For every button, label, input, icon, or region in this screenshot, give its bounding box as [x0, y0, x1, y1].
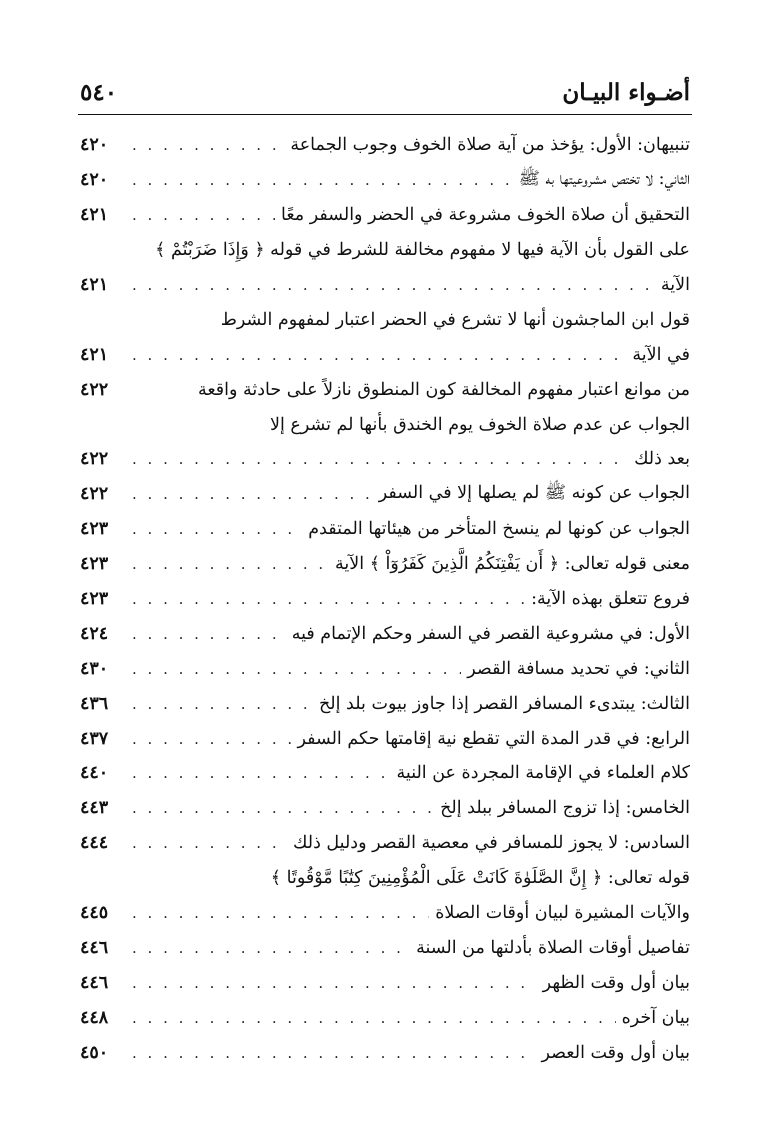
- toc-entry: [80, 1000, 690, 1035]
- toc-entry-title: الخامس: إذا تزوج المسافر ببلد إلخ: [440, 798, 690, 819]
- toc-entry: [80, 198, 690, 233]
- toc-entry-title: الثالث: يبتدىء المسافر القصر إذا جاوز بيوت بلد إلخ: [319, 693, 690, 714]
- toc-entry-title: بيان أول وقت العصر: [541, 1042, 690, 1063]
- toc-entry: [80, 512, 690, 547]
- toc-entry-title: تنبيهان: الأول: يؤخذ من آية صلاة الخوف وجوب الجماعة: [290, 135, 690, 156]
- toc-entry: [80, 163, 690, 198]
- toc-entry-title: الآية: [660, 275, 690, 295]
- toc-entry-page: ٤٣٧: [80, 728, 109, 749]
- toc-entry: [80, 826, 690, 861]
- toc-entry-page: ٤٤٦: [80, 937, 109, 958]
- toc-entry: [80, 930, 690, 965]
- toc-entry: [80, 1035, 690, 1070]
- leader-dots: [132, 730, 291, 748]
- toc-entry: [80, 477, 690, 512]
- toc-entry: [80, 407, 690, 442]
- toc-entry-page: ٤٤٨: [80, 1007, 109, 1028]
- leader-dots: [132, 485, 373, 503]
- toc-entry-title: تفاصيل أوقات الصلاة بأدلتها من السنة: [416, 937, 690, 958]
- toc-entry-title: في الآية: [632, 344, 690, 365]
- leader-dots: [132, 939, 410, 957]
- leader-dots: [132, 590, 525, 608]
- toc-entry-title: قول ابن الماجشون أنها لا تشرع في الحضر اعتبار لمفهوم الشرط: [220, 309, 690, 330]
- toc-entry-page: ٤٢٤: [80, 623, 109, 644]
- toc-entry-page: ٤٢١: [80, 275, 109, 295]
- leader-dots: [132, 764, 391, 782]
- toc-entry: [80, 651, 690, 686]
- toc-entry: [80, 337, 690, 372]
- toc-entry-page: ٤٢٣: [80, 554, 109, 575]
- toc-entry-title: بيان أول وقت الظهر: [542, 972, 690, 993]
- table-of-contents: [80, 128, 690, 1070]
- toc-entry: [80, 233, 690, 268]
- toc-entry-title: الجواب عن عدم صلاة الخوف يوم الخندق بأنها لم تشرع إلا: [269, 414, 690, 435]
- leader-dots: [132, 171, 513, 189]
- toc-entry-title: معنى قوله تعالى: ﴿ أَن يَفْتِنَكُمُ الَّذِينَ كَفَرُوٓاْ ﴾ الآية: [335, 554, 690, 575]
- leader-dots: [132, 346, 626, 364]
- toc-entry-page: ٤٢٣: [80, 589, 109, 610]
- toc-entry-title: الرابع: في قدر المدة التي تقطع نية إقامتها حكم السفر: [297, 728, 690, 749]
- toc-entry-title: الأول: في مشروعية القصر في السفر وحكم الإتمام فيه: [291, 623, 690, 644]
- toc-entry-page: ٤٤٣: [80, 798, 109, 819]
- toc-entry-page: ٤٢١: [80, 205, 109, 226]
- toc-entry: [80, 861, 690, 896]
- toc-entry-page: ٤٣٠: [80, 658, 109, 679]
- toc-entry-title: والآيات المشيرة لبيان أوقات الصلاة: [435, 903, 690, 924]
- toc-entry: [80, 965, 690, 1000]
- toc-entry-title: بعد ذلك: [634, 449, 690, 470]
- toc-entry-page: ٤٢٢: [80, 449, 109, 470]
- toc-entry-title: السادس: لا يجوز للمسافر في معصية القصر ودليل ذلك: [292, 833, 690, 854]
- toc-entry-page: ٤٣٦: [80, 693, 109, 714]
- toc-entry: [80, 896, 690, 931]
- toc-entry: [80, 616, 690, 651]
- leader-dots: [132, 520, 302, 538]
- toc-entry-page: ٤٢٢: [80, 484, 109, 505]
- toc-entry-page: ٤٢٣: [80, 519, 109, 540]
- toc-entry-page: ٤٤٤: [80, 833, 109, 854]
- toc-entry: [80, 791, 690, 826]
- toc-entry-title: الجواب عن كونها لم ينسخ المتأخر من هيئاتها المتقدم: [308, 519, 690, 540]
- leader-dots: [132, 834, 287, 852]
- toc-entry: [80, 686, 690, 721]
- toc-entry-title: من موانع اعتبار مفهوم المخالفة كون المنطوق نازلاً على حادثة واقعة: [197, 379, 690, 400]
- header-divider: [78, 114, 692, 115]
- toc-entry-title: قوله تعالى: ﴿ إِنَّ الصَّلَوٰةَ كَانَتْ عَلَى الْمُؤْمِنِينَ كِتَٰبًا مَّوْقُوتًا ﴾: [270, 868, 690, 889]
- toc-entry: [80, 721, 690, 756]
- toc-entry-page: ٤٤٠: [80, 763, 109, 784]
- leader-dots: [132, 1009, 616, 1027]
- leader-dots: [132, 136, 284, 154]
- toc-entry-title: التحقيق أن صلاة الخوف مشروعة في الحضر والسفر معًا: [281, 205, 690, 226]
- toc-entry: [80, 302, 690, 337]
- leader-dots: [132, 799, 434, 817]
- toc-entry-page: ٤٢٠: [80, 135, 109, 156]
- leader-dots: [132, 695, 313, 713]
- leader-dots: [132, 625, 286, 643]
- toc-entry: [80, 268, 690, 303]
- toc-entry: [80, 372, 690, 407]
- toc-entry: [80, 442, 690, 477]
- toc-entry-page: ٤٤٥: [80, 903, 109, 924]
- toc-entry-title: الثاني: في تحديد مسافة القصر: [467, 658, 690, 679]
- toc-entry-title: الثاني: لا تختص مشروعيتها به ﷺ: [518, 169, 690, 190]
- toc-entry-title: بيان آخره: [621, 1007, 690, 1028]
- leader-dots: [132, 206, 275, 224]
- leader-dots: [132, 555, 329, 573]
- toc-entry-page: ٤٢٢: [80, 379, 109, 400]
- leader-dots: [132, 450, 628, 468]
- leader-dots: [132, 660, 461, 678]
- toc-entry-title: كلام العلماء في الإقامة المجردة عن النية: [396, 763, 690, 784]
- toc-entry: [80, 756, 690, 791]
- leader-dots: [132, 904, 429, 922]
- toc-entry: [80, 582, 690, 617]
- toc-entry-title: فروع تتعلق بهذه الآية:: [531, 589, 690, 610]
- page-header: [80, 70, 690, 114]
- toc-entry-page: ٤٤٦: [80, 972, 109, 993]
- leader-dots: [132, 974, 537, 992]
- toc-entry-title: على القول بأن الآية فيها لا مفهوم مخالفة للشرط في قوله ﴿ وَإِذَا ضَرَبْتُمْ ﴾: [155, 240, 690, 261]
- toc-entry-page: ٤٥٠: [80, 1042, 109, 1063]
- leader-dots: [132, 1044, 535, 1062]
- toc-entry-page: ٤٢٠: [80, 170, 109, 191]
- leader-dots: [132, 276, 655, 294]
- toc-entry-title: الجواب عن كونه ﷺ لم يصلها إلا في السفر: [378, 483, 690, 504]
- toc-entry: [80, 128, 690, 163]
- book-title: أضـواء البيـان: [562, 78, 690, 106]
- toc-entry: [80, 547, 690, 582]
- page-number: ٥٤٠: [80, 78, 118, 106]
- toc-entry-page: ٤٢١: [80, 344, 109, 365]
